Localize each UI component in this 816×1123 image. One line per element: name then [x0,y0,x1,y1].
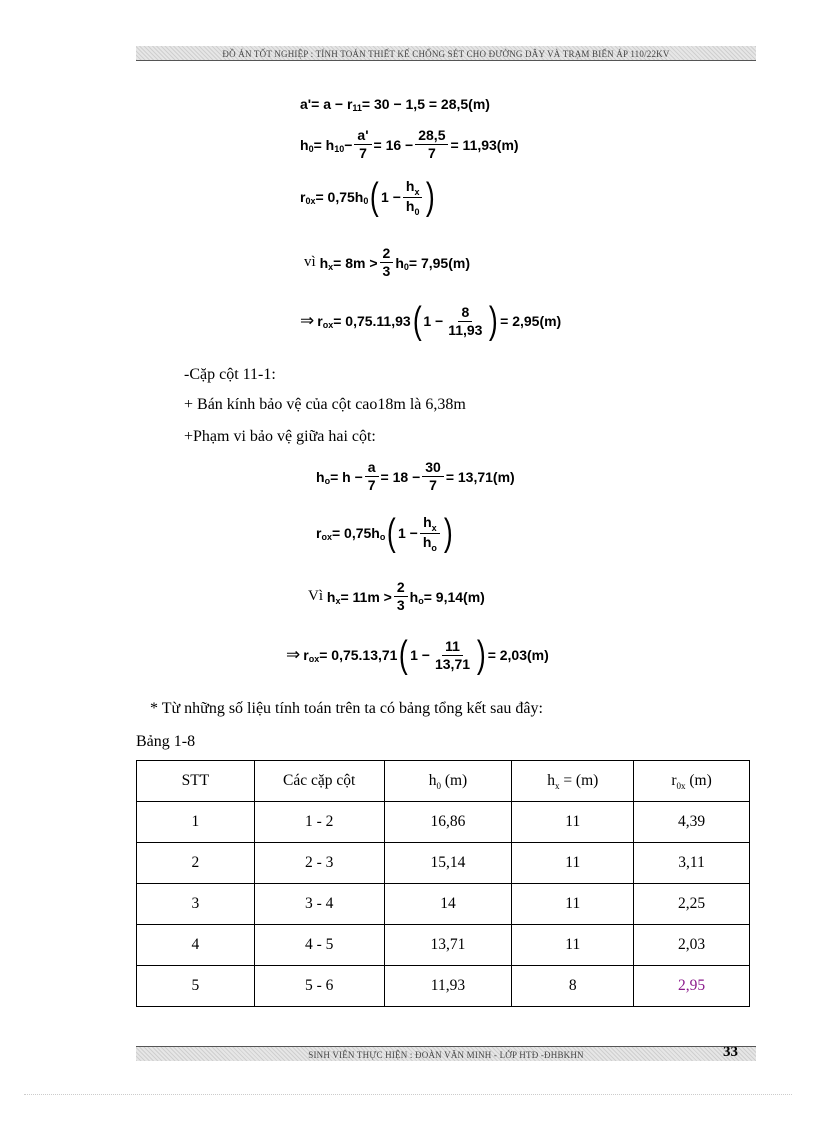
eq3-lhs-sub: 0x [305,196,316,206]
eq3-f-num [403,179,423,198]
eq7-lhs: r [316,525,322,541]
eq9-right-paren: ) [476,634,486,676]
eq4-h0: h [395,254,404,271]
equation-r0x-formula [300,178,437,216]
footer-text: SINH VIÊN THỰC HIỆN : ĐOÀN VĂN MINH - LỚP HTĐ -ĐHBKHN [308,1050,584,1060]
eq9-f-den: 13,71 [434,655,471,672]
eq7-left-paren: ( [387,512,397,554]
cell-h0: 14 [384,884,512,925]
header-hx-unit: = (m) [559,772,599,789]
implies-arrow-icon-2: ⇒ [286,645,301,664]
eq7-lhs-sub: ox [321,532,332,542]
radius-line: + Bán kính bảo vệ của cột cao18m là 6,38m [184,396,466,413]
cell-pair: 1 - 2 [254,802,384,843]
eq3-f-den-sub: 0 [414,206,420,217]
eq4-f-num: 2 [380,246,394,263]
eq4-f-den: 3 [382,263,391,279]
eq7-f-num-text: h [423,513,432,530]
cell-hx: 11 [512,925,634,966]
eq3-one-minus: 1 − [381,189,401,205]
cell-h0: 13,71 [384,925,512,966]
equation-a-prime [300,96,490,112]
equation-rox-result-2 [286,636,549,674]
eq6-fraction-1 [365,460,379,493]
eq2-minus: − [344,136,353,153]
page-number: 33 [723,1046,738,1060]
eq7-mid: = 0,75h [331,525,380,541]
eq7-right-paren: ) [443,512,453,554]
eq9-mid: = 0,75.13,71 [319,647,398,663]
eq7-f-num [420,515,440,534]
eq1-sub: 11 [352,103,362,113]
cell-r0x: 2,03 [634,925,750,966]
page-header [136,46,756,61]
eq3-mid-sub: 0 [363,196,369,206]
header-r0x [634,761,750,802]
cell-hx: 11 [512,884,634,925]
eq3-right-paren: ) [426,176,436,218]
eq8-f-num: 2 [394,580,408,597]
eq2-mid: = 16 − [373,136,414,153]
cell-stt: 5 [137,966,255,1007]
equation-vi-hx-8 [304,246,470,279]
page-bottom-divider [24,1094,792,1095]
eq8-hx: h [326,588,336,605]
eq5-right-paren: ) [489,300,499,342]
eq6-f2-num: 30 [422,460,444,477]
cell-r0x: 2,25 [634,884,750,925]
table-row [137,966,750,1007]
header-h0-text: h [428,772,437,789]
eq4-hx: h [319,254,329,271]
cell-hx: 8 [512,966,634,1007]
eq9-lhs-sub: ox [308,654,320,664]
eq4-fraction [380,246,394,279]
eq3-left-paren: ( [370,176,380,218]
eq8-hx-sub: x [335,595,341,606]
eq2-lhs-sub: 0 [308,143,314,154]
cell-r0x-highlighted: 2,95 [634,966,750,1007]
eq2-f2-den: 7 [427,145,436,161]
eq3-f-den-text: h [405,197,415,214]
eq4-mid: = 8m > [333,254,378,271]
eq2-fraction-1 [354,128,371,161]
eq6-mid2: = 18 − [380,468,421,485]
pair-heading: -Cặp cột 11-1: [184,366,276,383]
header-r0x-unit: (m) [685,772,712,789]
header-text: ĐỒ ÁN TỐT NGHIỆP : TÍNH TOÁN THIẾT KẾ CHỐNG SÉT CHO ĐƯỜNG DÂY VÀ TRẠM BIẾN ÁP 110/22KV [222,49,670,59]
eq6-mid: = h − [330,468,363,485]
header-h0-unit: (m) [440,772,468,789]
eq3-lhs: r [300,189,306,205]
eq5-left-paren: ( [412,300,422,342]
eq6-lhs: h [316,468,325,485]
table-row [137,843,750,884]
eq8-fraction [394,580,408,613]
eq4-hx-sub: x [328,261,334,272]
equation-rox-result-1 [300,302,561,340]
eq3-mid: = 0,75h [315,189,364,205]
eq2-f2-num: 28,5 [415,128,448,145]
eq5-mid: = 0,75.11,93 [333,313,411,329]
equation-ho [316,460,515,493]
table-header-row [137,761,750,802]
header-hx-sub: x [554,781,560,791]
eq6-rhs: = 13,71(m) [445,468,515,485]
eq1-lhs: a [300,96,308,112]
summary-line: * Từ những số liệu tính toán trên ta có bảng tổng kết sau đây: [150,700,543,717]
cell-h0: 15,14 [384,843,512,884]
eq9-f-num: 11 [442,639,463,656]
eq2-rhs: = 11,93(m) [450,136,519,153]
eq2-eq-h: = h [313,136,335,153]
eq3-f-num-sub: x [414,186,420,197]
cell-pair: 3 - 4 [254,884,384,925]
cell-stt: 3 [137,884,255,925]
equation-h0 [300,128,519,161]
cell-r0x: 3,11 [634,843,750,884]
cell-pair: 4 - 5 [254,925,384,966]
eq2-f1-den: 7 [359,145,367,161]
eq6-f1-num: a [365,460,379,477]
eq6-f2-den: 7 [429,477,437,493]
eq2-lhs: h [300,136,309,153]
header-hx [512,761,634,802]
eq8-f-den: 3 [396,597,405,613]
eq9-left-paren: ( [399,634,409,676]
eq2-f1-num: a' [354,128,371,145]
eq7-one-minus: 1 − [398,525,418,541]
table-row [137,925,750,966]
eq7-fraction [420,515,440,552]
eq1-rhs: = 30 − 1,5 = 28,5(m) [361,96,490,112]
eq8-h0: h [409,588,419,605]
eq9-fraction [432,639,473,672]
eq9-lhs: r [303,647,309,663]
eq5-one-minus: 1 − [423,313,444,329]
eq5-f-num: 8 [458,305,472,322]
eq8-h0-sub: o [418,595,424,606]
header-hx-text: h [547,772,555,789]
eq8-vi: Vì [308,588,323,604]
header-pairs: Các cặp cột [254,761,384,802]
cell-h0: 16,86 [384,802,512,843]
eq2-h-sub: 10 [334,143,345,154]
eq9-one-minus: 1 − [410,647,430,663]
header-h0 [384,761,512,802]
cell-stt: 1 [137,802,255,843]
header-stt: STT [137,761,255,802]
cell-stt: 4 [137,925,255,966]
eq5-lhs-sub: ox [322,320,334,330]
eq7-f-den-text: h [422,533,432,550]
eq4-rhs: = 7,95(m) [408,254,470,271]
eq4-h0-sub: 0 [403,261,409,272]
eq5-f-den: 11,93 [448,321,483,338]
cell-pair: 5 - 6 [254,966,384,1007]
equation-vi-hx-11 [308,580,485,613]
eq6-fraction-2 [422,460,444,493]
cell-r0x: 4,39 [634,802,750,843]
eq7-mid-sub: o [379,532,386,542]
cell-hx: 11 [512,802,634,843]
header-r0x-text: r [671,772,677,789]
range-line: +Phạm vi bảo vệ giữa hai cột: [184,428,376,445]
eq4-vi: vì [304,254,316,270]
eq1-prime: ' [307,96,312,112]
page-footer [136,1046,756,1061]
eq6-f1-den: 7 [367,477,376,493]
header-r0x-sub: 0x [676,781,686,791]
eq8-mid: = 11m > [340,588,392,605]
cell-pair: 2 - 3 [254,843,384,884]
cell-hx: 11 [512,843,634,884]
cell-stt: 2 [137,843,255,884]
eq7-f-den [420,534,440,552]
implies-arrow-icon: ⇒ [300,311,315,330]
eq7-f-den-sub: o [431,542,437,553]
cell-h0: 11,93 [384,966,512,1007]
eq3-f-den [403,198,423,216]
table-row [137,802,750,843]
eq7-f-num-sub: x [431,522,437,533]
eq1-mid: = a − r [311,96,353,112]
eq6-lhs-sub: o [324,475,331,486]
eq3-fraction [403,179,423,216]
table-row [137,884,750,925]
header-h0-sub: 0 [436,781,441,791]
eq8-rhs: = 9,14(m) [423,588,485,605]
summary-table [136,760,750,1007]
eq5-lhs: r [317,313,323,329]
eq3-f-num-text: h [405,177,415,194]
eq5-fraction [445,305,485,338]
eq5-rhs: = 2,95(m) [500,313,562,329]
equation-rox-formula [316,514,455,552]
eq2-fraction-2 [415,128,448,161]
table-caption: Bảng 1-8 [136,733,196,750]
eq9-rhs: = 2,03(m) [487,647,549,663]
